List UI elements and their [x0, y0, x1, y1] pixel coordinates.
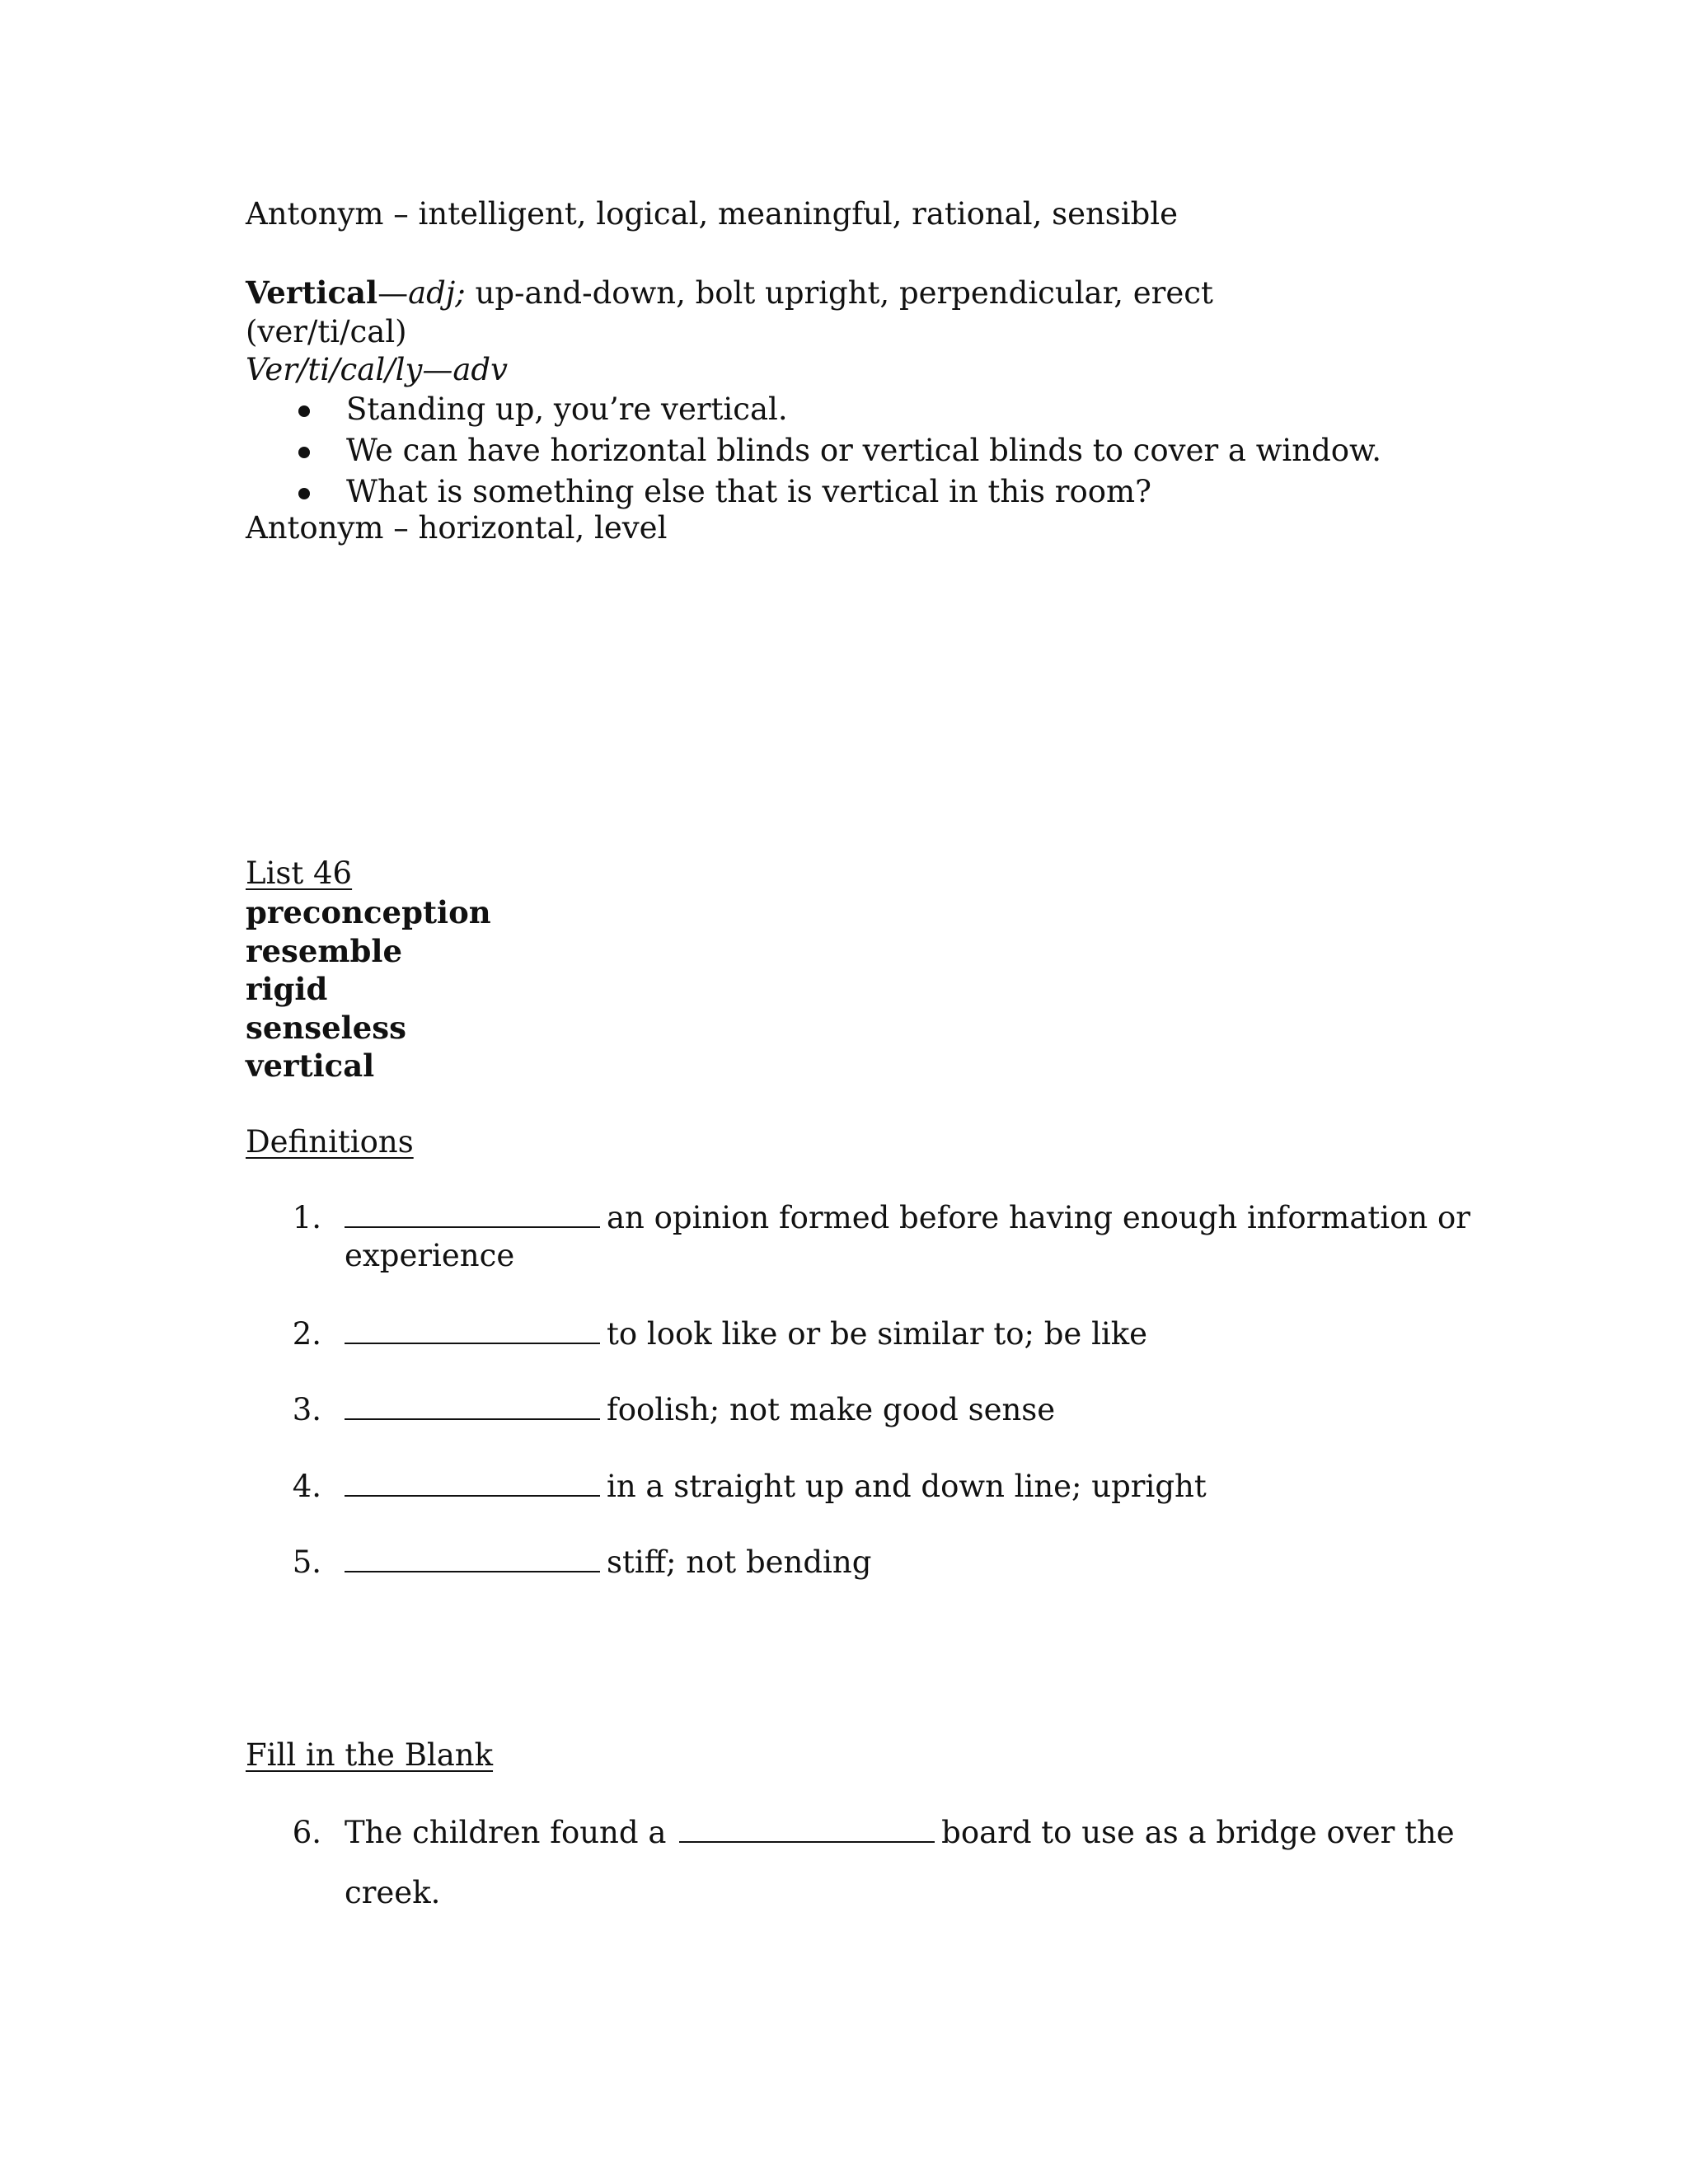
definition-text: foolish; not make good sense [607, 1392, 1056, 1427]
definition-continuation: experience [345, 1238, 515, 1273]
list-word: preconception [246, 894, 491, 930]
definition-row [345, 1467, 1207, 1507]
antonym-line-vertical: Antonym – horizontal, level [246, 510, 668, 546]
sentence-after: board to use as a bridge over the [941, 1815, 1455, 1850]
definition-row [345, 1315, 1147, 1354]
definition-number: 4. [292, 1469, 321, 1504]
fill-in-heading: Fill in the Blank [246, 1737, 494, 1773]
definition-number: 5. [292, 1544, 321, 1580]
definition-row [345, 1390, 1055, 1430]
syllables: (ver/ti/cal) [246, 314, 407, 349]
list-title: List 46 [246, 855, 353, 891]
sentence-continuation: creek. [345, 1875, 441, 1910]
definition-number: 1. [292, 1200, 321, 1235]
bullet-item: We can have horizontal blinds or vertical blinds to cover a window. [247, 431, 1381, 472]
definition-text: stiff; not bending [607, 1544, 872, 1580]
bullet-item: What is something else that is vertical in this room? [247, 472, 1381, 513]
part-of-speech: adj; [408, 275, 466, 311]
answer-blank[interactable] [345, 1198, 600, 1228]
definition-number: 2. [292, 1316, 321, 1352]
vocab-word: Vertical [246, 274, 378, 311]
definition-number: 3. [292, 1392, 321, 1427]
definition-text: to look like or be similar to; be like [607, 1316, 1148, 1352]
definition-text: in a straight up and down line; upright [607, 1469, 1207, 1504]
example-bullets [247, 390, 1381, 513]
answer-blank[interactable] [345, 1467, 600, 1497]
antonym-line-top: Antonym – intelligent, logical, meaningful, rational, sensible [246, 196, 1179, 232]
definition-text: an opinion formed before having enough information or [607, 1200, 1470, 1235]
definitions-heading: Definitions [246, 1124, 414, 1160]
em-dash: — [377, 275, 409, 311]
fill-in-row [345, 1813, 1455, 1853]
vocab-definition: up-and-down, bolt upright, perpendicular, erect [465, 275, 1213, 311]
list-word: rigid [246, 971, 328, 1007]
answer-blank[interactable] [345, 1543, 600, 1572]
answer-blank[interactable] [345, 1315, 600, 1344]
definition-row [345, 1198, 1470, 1238]
definition-row [345, 1543, 871, 1582]
bullet-item: Standing up, you’re vertical. [247, 390, 1381, 431]
answer-blank[interactable] [679, 1813, 935, 1843]
sentence-before: The children found a [345, 1815, 667, 1850]
list-word: vertical [246, 1047, 375, 1084]
question-number: 6. [292, 1815, 321, 1850]
list-word: resemble [246, 933, 403, 969]
list-word: senseless [246, 1010, 406, 1046]
vocab-entry-header [246, 273, 1213, 313]
adverb-form: Ver/ti/cal/ly—adv [246, 352, 509, 387]
answer-blank[interactable] [345, 1390, 600, 1420]
